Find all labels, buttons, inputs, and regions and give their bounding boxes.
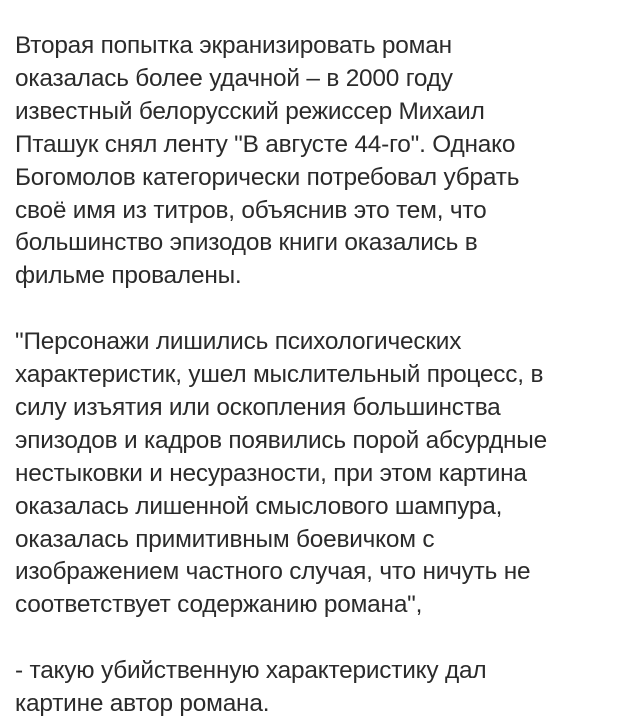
text-line: эпизодов и кадров появились порой абсурдные	[15, 426, 547, 454]
text-line: Вторая попытка экранизировать роман	[15, 32, 452, 59]
text-line: оказалась примитивным боевичком с	[15, 525, 435, 553]
text-line: известный белорусский режиссер Михаил	[15, 97, 485, 125]
paragraph-quote	[15, 326, 627, 622]
text-line: большинство эпизодов книги оказались в	[15, 229, 478, 257]
text-line: своё имя из титров, объяснив это тем, что	[15, 196, 487, 224]
article-text	[15, 30, 627, 721]
text-line: оказалась лишенной смыслового шампура,	[15, 492, 503, 520]
text-line: "Персонажи лишились психологических	[15, 328, 462, 356]
text-line: характеристик, ушел мыслительный процесс, в	[15, 361, 544, 389]
text-line: оказалась более удачной – в 2000 году	[15, 64, 453, 92]
text-line: - такую убийственную характеристику дал	[15, 657, 487, 685]
text-line: соответствует содержанию романа",	[15, 591, 423, 619]
text-line: силу изъятия или оскопления большинства	[15, 393, 501, 421]
text-line: Пташук снял ленту "В августе 44-го". Однако	[15, 130, 516, 158]
text-line: фильме провалены.	[15, 262, 242, 290]
text-line: нестыковки и несуразности, при этом картина	[15, 459, 527, 487]
paragraph-attribution	[15, 655, 627, 721]
text-line: изображением частного случая, что ничуть не	[15, 558, 531, 586]
paragraph-adaptation	[15, 30, 627, 293]
text-line: Богомолов категорически потребовал убрать	[15, 163, 520, 191]
text-line: картине автор романа.	[15, 690, 270, 718]
